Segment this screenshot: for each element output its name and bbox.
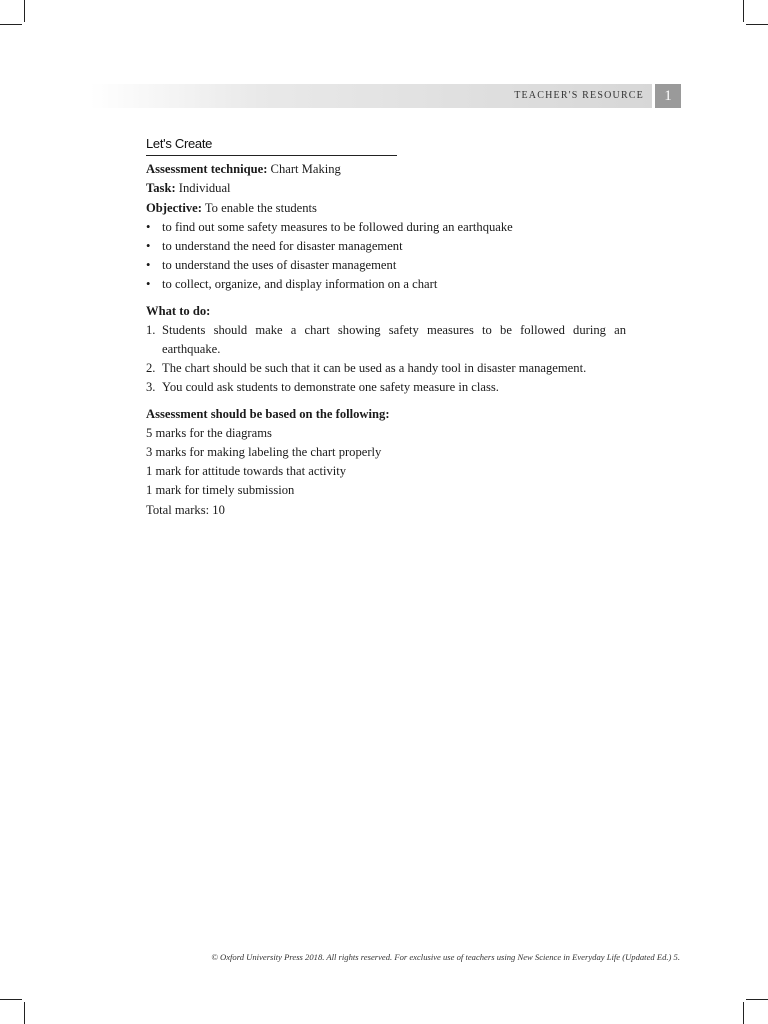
objectives-list xyxy=(146,218,626,295)
objective-item: • to find out some safety measures to be followed during an earthquake xyxy=(146,218,626,237)
step-number: 2. xyxy=(146,361,156,376)
task-value: Individual xyxy=(175,181,231,196)
total-marks: Total marks: 10 xyxy=(146,502,225,517)
header-title: TEACHER'S RESOURCE xyxy=(514,90,644,101)
objective-item: • to collect, organize, and display information on a chart xyxy=(146,275,626,294)
copyright-footer: © Oxford University Press 2018. All rights reserved. For exclusive use of teachers using New Science in Everyday Life (Updated Ed.) 5. xyxy=(211,952,680,962)
marks-list xyxy=(146,424,626,520)
marks-item: 1 mark for timely submission xyxy=(146,483,295,498)
step-number: 3. xyxy=(146,380,156,395)
step-text: You could ask students to demonstrate one safety measure in class. xyxy=(162,380,499,395)
marks-item: 3 marks for making labeling the chart properly xyxy=(146,445,382,460)
step-number: 1. xyxy=(146,322,156,337)
crop-mark-top-left-horizontal xyxy=(0,24,22,25)
crop-mark-top-right-vertical xyxy=(743,0,744,22)
marks-item: 5 marks for the diagrams xyxy=(146,425,272,440)
objective-item: • to understand the need for disaster management xyxy=(146,237,626,256)
objective-item: • to understand the uses of disaster management xyxy=(146,256,626,275)
assessment-heading: Assessment should be based on the following: xyxy=(146,406,390,421)
crop-mark-bottom-right-horizontal xyxy=(746,999,768,1000)
assessment-technique-label: Assessment technique: xyxy=(146,162,268,177)
objective-line xyxy=(146,199,626,218)
task-line xyxy=(146,179,626,198)
task-label: Task: xyxy=(146,181,176,196)
step-item xyxy=(146,378,626,397)
crop-mark-top-right-horizontal xyxy=(746,24,768,25)
step-text: The chart should be such that it can be used as a handy tool in disaster management. xyxy=(162,361,587,376)
step-text: Students should make a chart showing safety measures to be followed during an earthquake. xyxy=(162,322,626,357)
crop-mark-top-left-vertical xyxy=(24,0,25,22)
step-item xyxy=(146,359,626,378)
objective-label: Objective: xyxy=(146,200,202,215)
main-content xyxy=(146,134,626,520)
crop-mark-bottom-left-horizontal xyxy=(0,999,22,1000)
page-number: 1 xyxy=(655,84,681,108)
crop-mark-bottom-left-vertical xyxy=(24,1002,25,1024)
marks-item: 1 mark for attitude towards that activity xyxy=(146,464,347,479)
steps-list xyxy=(146,321,626,398)
assessment-technique-line xyxy=(146,160,626,179)
assessment-technique-value: Chart Making xyxy=(267,162,341,177)
objective-value: To enable the students xyxy=(201,200,317,215)
step-item xyxy=(146,321,626,359)
section-heading: Let's Create xyxy=(146,134,397,156)
what-to-do-heading: What to do: xyxy=(146,303,211,318)
crop-mark-bottom-right-vertical xyxy=(743,1002,744,1024)
